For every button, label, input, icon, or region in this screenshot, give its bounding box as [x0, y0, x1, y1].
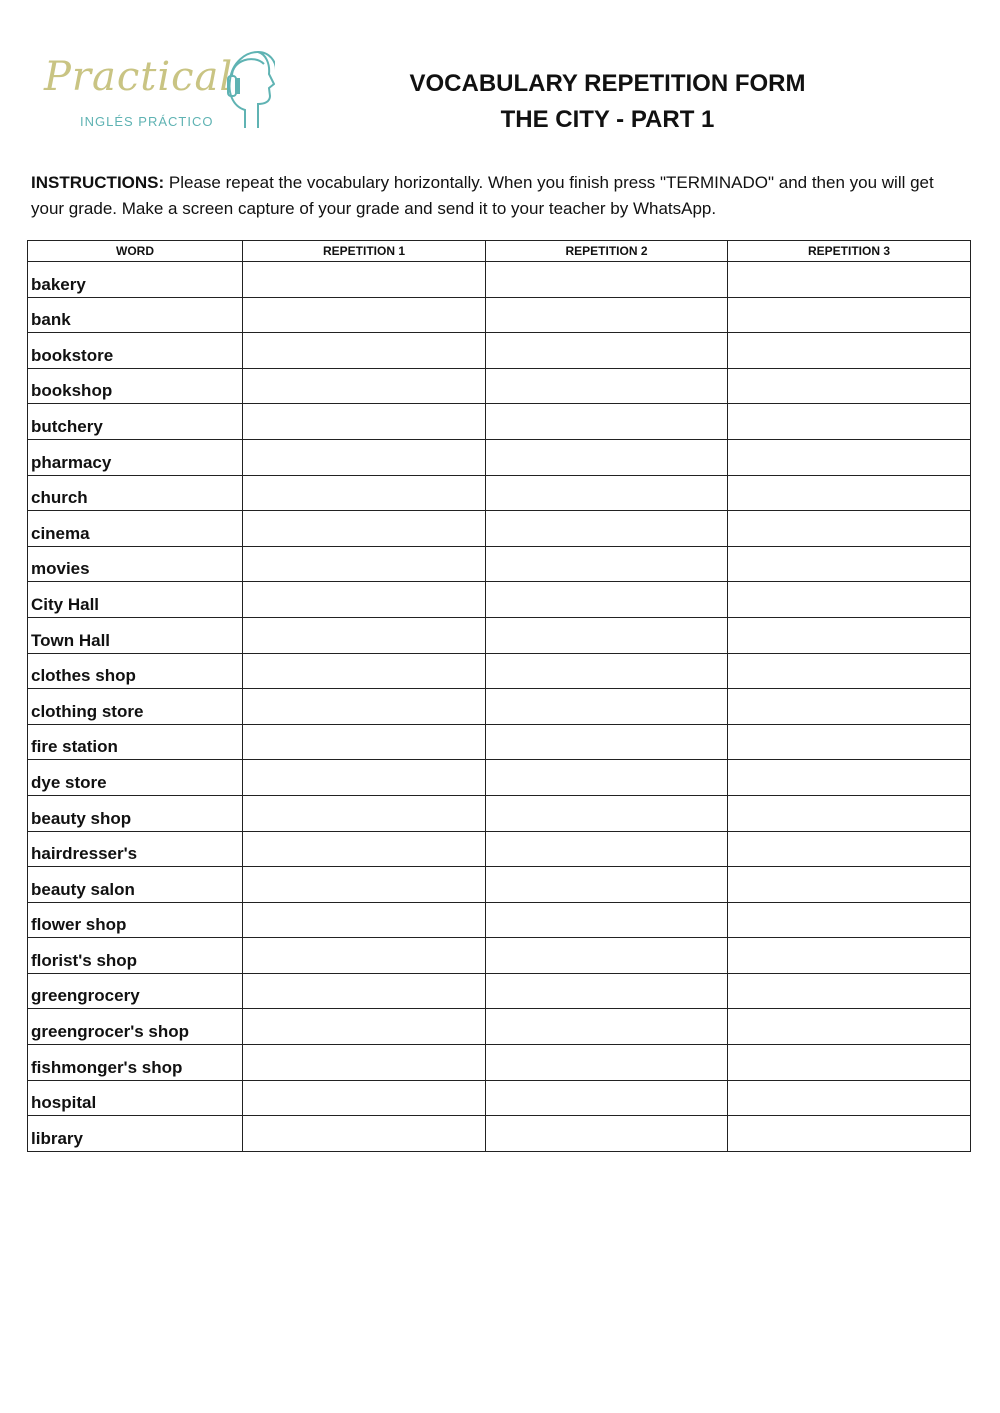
- word-cell: cinema: [28, 511, 243, 547]
- word-cell: fishmonger's shop: [28, 1045, 243, 1081]
- repetition-3-input[interactable]: [728, 511, 971, 547]
- header-repetition-2: REPETITION 2: [486, 241, 728, 262]
- repetition-2-input[interactable]: [486, 582, 728, 618]
- repetition-1-input[interactable]: [243, 439, 486, 475]
- repetition-2-input[interactable]: [486, 760, 728, 796]
- table-row: [28, 333, 971, 369]
- repetition-1-input[interactable]: [243, 1009, 486, 1045]
- title-line-1: VOCABULARY REPETITION FORM: [409, 70, 806, 97]
- table-row: [28, 689, 971, 725]
- repetition-3-input[interactable]: [728, 1009, 971, 1045]
- word-cell: greengrocery: [28, 973, 243, 1009]
- repetition-3-input[interactable]: [728, 582, 971, 618]
- word-cell: church: [28, 475, 243, 511]
- repetition-2-input[interactable]: [486, 938, 728, 974]
- repetition-3-input[interactable]: [728, 439, 971, 475]
- repetition-1-input[interactable]: [243, 1045, 486, 1081]
- repetition-2-input[interactable]: [486, 262, 728, 298]
- table-row: [28, 1116, 971, 1152]
- repetition-1-input[interactable]: [243, 724, 486, 760]
- repetition-3-input[interactable]: [728, 368, 971, 404]
- logo-subtitle: INGLÉS PRÁCTICO: [80, 114, 214, 129]
- repetition-3-input[interactable]: [728, 973, 971, 1009]
- table-row: [28, 582, 971, 618]
- header-repetition-1: REPETITION 1: [243, 241, 486, 262]
- repetition-1-input[interactable]: [243, 1080, 486, 1116]
- table-row: [28, 546, 971, 582]
- table-row: [28, 1009, 971, 1045]
- repetition-1-input[interactable]: [243, 262, 486, 298]
- page-title: [380, 66, 835, 138]
- table-row: [28, 973, 971, 1009]
- table-row: [28, 653, 971, 689]
- repetition-3-input[interactable]: [728, 1045, 971, 1081]
- headphones-head-icon: [40, 48, 275, 132]
- repetition-1-input[interactable]: [243, 617, 486, 653]
- repetition-2-input[interactable]: [486, 973, 728, 1009]
- table-row: [28, 1080, 971, 1116]
- word-cell: City Hall: [28, 582, 243, 618]
- header-repetition-3: REPETITION 3: [728, 241, 971, 262]
- repetition-1-input[interactable]: [243, 973, 486, 1009]
- repetition-3-input[interactable]: [728, 902, 971, 938]
- repetition-2-input[interactable]: [486, 795, 728, 831]
- table-row: [28, 724, 971, 760]
- repetition-2-input[interactable]: [486, 475, 728, 511]
- repetition-1-input[interactable]: [243, 938, 486, 974]
- repetition-2-input[interactable]: [486, 1080, 728, 1116]
- table-row: [28, 262, 971, 298]
- repetition-1-input[interactable]: [243, 689, 486, 725]
- table-row: [28, 511, 971, 547]
- repetition-2-input[interactable]: [486, 867, 728, 903]
- word-cell: clothing store: [28, 689, 243, 725]
- table-header-row: [28, 241, 971, 262]
- table-row: [28, 297, 971, 333]
- repetition-3-input[interactable]: [728, 689, 971, 725]
- repetition-2-input[interactable]: [486, 653, 728, 689]
- table-row: [28, 831, 971, 867]
- repetition-3-input[interactable]: [728, 297, 971, 333]
- repetition-2-input[interactable]: [486, 368, 728, 404]
- repetition-2-input[interactable]: [486, 404, 728, 440]
- repetition-3-input[interactable]: [728, 546, 971, 582]
- repetition-1-input[interactable]: [243, 333, 486, 369]
- repetition-1-input[interactable]: [243, 831, 486, 867]
- table-row: [28, 795, 971, 831]
- repetition-2-input[interactable]: [486, 1116, 728, 1152]
- repetition-2-input[interactable]: [486, 724, 728, 760]
- table-row: [28, 617, 971, 653]
- title-line-2: THE CITY - PART 1: [500, 106, 715, 133]
- repetition-3-input[interactable]: [728, 617, 971, 653]
- repetition-2-input[interactable]: [486, 617, 728, 653]
- repetition-1-input[interactable]: [243, 511, 486, 547]
- repetition-2-input[interactable]: [486, 333, 728, 369]
- table-row: [28, 938, 971, 974]
- logo-script: Practical: [44, 54, 234, 100]
- repetition-3-input[interactable]: [728, 724, 971, 760]
- repetition-1-input[interactable]: [243, 795, 486, 831]
- word-cell: fire station: [28, 724, 243, 760]
- repetition-3-input[interactable]: [728, 1080, 971, 1116]
- repetition-3-input[interactable]: [728, 760, 971, 796]
- word-cell: butchery: [28, 404, 243, 440]
- repetition-3-input[interactable]: [728, 1116, 971, 1152]
- repetition-2-input[interactable]: [486, 902, 728, 938]
- repetition-3-input[interactable]: [728, 475, 971, 511]
- repetition-1-input[interactable]: [243, 297, 486, 333]
- instructions-label: INSTRUCTIONS:: [31, 173, 165, 192]
- table-row: [28, 1045, 971, 1081]
- word-cell: greengrocer's shop: [28, 1009, 243, 1045]
- word-cell: bakery: [28, 262, 243, 298]
- table-row: [28, 439, 971, 475]
- repetition-3-input[interactable]: [728, 831, 971, 867]
- word-cell: hairdresser's: [28, 831, 243, 867]
- repetition-2-input[interactable]: [486, 511, 728, 547]
- header-word: WORD: [28, 241, 243, 262]
- repetition-3-input[interactable]: [728, 867, 971, 903]
- repetition-2-input[interactable]: [486, 1009, 728, 1045]
- repetition-1-input[interactable]: [243, 1116, 486, 1152]
- table-row: [28, 902, 971, 938]
- word-cell: beauty shop: [28, 795, 243, 831]
- repetition-3-input[interactable]: [728, 262, 971, 298]
- table-row: [28, 760, 971, 796]
- word-cell: pharmacy: [28, 439, 243, 475]
- repetition-3-input[interactable]: [728, 653, 971, 689]
- table-row: [28, 867, 971, 903]
- word-cell: library: [28, 1116, 243, 1152]
- repetition-1-input[interactable]: [243, 475, 486, 511]
- repetition-1-input[interactable]: [243, 867, 486, 903]
- repetition-3-input[interactable]: [728, 938, 971, 974]
- word-cell: beauty salon: [28, 867, 243, 903]
- repetition-1-input[interactable]: [243, 902, 486, 938]
- repetition-2-input[interactable]: [486, 546, 728, 582]
- word-cell: hospital: [28, 1080, 243, 1116]
- instructions-text: Please repeat the vocabulary horizontally. When you finish press "TERMINADO" and then you will get your grade. Make a screen capture of your grade and send it to your teacher by WhatsApp.: [31, 173, 934, 218]
- word-cell: bookshop: [28, 368, 243, 404]
- repetition-3-input[interactable]: [728, 333, 971, 369]
- word-cell: clothes shop: [28, 653, 243, 689]
- repetition-2-input[interactable]: [486, 297, 728, 333]
- repetition-3-input[interactable]: [728, 404, 971, 440]
- table-row: [28, 475, 971, 511]
- word-cell: flower shop: [28, 902, 243, 938]
- word-cell: dye store: [28, 760, 243, 796]
- repetition-1-input[interactable]: [243, 582, 486, 618]
- repetition-1-input[interactable]: [243, 404, 486, 440]
- word-cell: bookstore: [28, 333, 243, 369]
- table-row: [28, 404, 971, 440]
- repetition-1-input[interactable]: [243, 368, 486, 404]
- word-cell: bank: [28, 297, 243, 333]
- vocabulary-table: [27, 240, 971, 1152]
- repetition-1-input[interactable]: [243, 653, 486, 689]
- repetition-1-input[interactable]: [243, 546, 486, 582]
- repetition-2-input[interactable]: [486, 439, 728, 475]
- word-cell: Town Hall: [28, 617, 243, 653]
- repetition-2-input[interactable]: [486, 1045, 728, 1081]
- repetition-2-input[interactable]: [486, 831, 728, 867]
- word-cell: florist's shop: [28, 938, 243, 974]
- repetition-3-input[interactable]: [728, 795, 971, 831]
- logo: [40, 48, 275, 132]
- repetition-1-input[interactable]: [243, 760, 486, 796]
- table-row: [28, 368, 971, 404]
- repetition-2-input[interactable]: [486, 689, 728, 725]
- word-cell: movies: [28, 546, 243, 582]
- instructions: [31, 170, 966, 222]
